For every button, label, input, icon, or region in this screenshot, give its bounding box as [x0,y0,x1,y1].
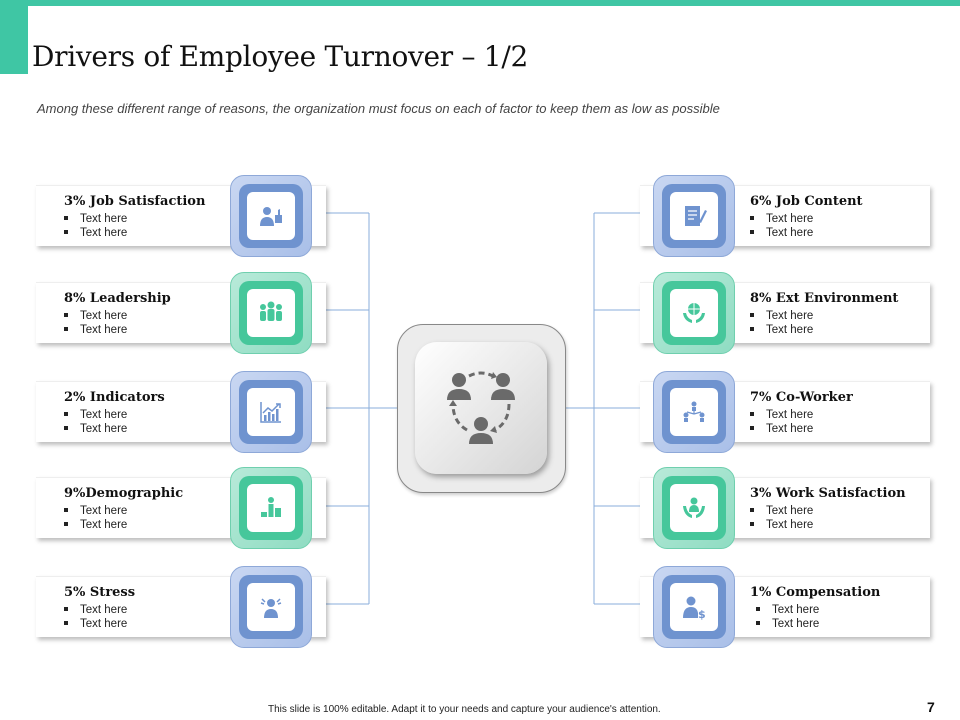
driver-bullets [756,603,819,631]
bullet-item: Text here [750,408,813,422]
bullet-item: Text here [750,518,813,532]
center-hub [397,324,566,493]
driver-title: 3% Job Satisfaction [64,194,206,209]
driver-bullets [64,212,127,240]
driver-title: 1% Compensation [750,585,881,600]
team-leader-icon [257,299,285,327]
bullet-item: Text here [756,617,819,631]
document-pen-icon [680,202,708,230]
employee-cycle-icon [437,364,525,452]
population-bars-icon [257,494,285,522]
bullet-item: Text here [64,212,127,226]
bullet-item: Text here [750,212,813,226]
co-worker-icon-tile [653,371,735,453]
driver-title: 2% Indicators [64,390,165,405]
bullet-item: Text here [64,504,127,518]
driver-title: 9%Demographic [64,486,184,501]
thumbs-up-person-icon [257,202,285,230]
driver-bullets [750,212,813,240]
driver-bullets [64,408,127,436]
driver-bullets [64,603,127,631]
job-satisfaction-icon-tile [230,175,312,257]
driver-bullets [64,504,127,532]
driver-title: 8% Ext Environment [750,291,899,306]
svg-text:$: $ [698,608,706,621]
driver-bullets [750,309,813,337]
bullet-item: Text here [64,603,127,617]
bullet-item: Text here [750,323,813,337]
ext-environment-icon-tile [653,272,735,354]
page-number: 7 [927,699,935,715]
driver-bullets [750,504,813,532]
compensation-icon-tile [653,566,735,648]
team-network-icon [680,398,708,426]
driver-title: 6% Job Content [750,194,863,209]
bullet-item: Text here [64,422,127,436]
bullet-item: Text here [64,518,127,532]
driver-title: 8% Leadership [64,291,171,306]
bullet-item: Text here [64,226,127,240]
bullet-item: Text here [750,504,813,518]
footer-note: This slide is 100% editable. Adapt it to your needs and capture your audience's attention. [268,704,661,715]
driver-bullets [64,309,127,337]
growth-chart-icon [257,398,285,426]
person-dollar-icon [680,593,708,621]
bullet-item: Text here [64,309,127,323]
driver-bullets [750,408,813,436]
stressed-person-icon [257,593,285,621]
driver-title: 7% Co-Worker [750,390,853,405]
work-satisfaction-icon-tile [653,467,735,549]
driver-title: 5% Stress [64,585,136,600]
job-content-icon-tile [653,175,735,257]
bullet-item: Text here [750,422,813,436]
stress-icon-tile [230,566,312,648]
indicators-icon-tile [230,371,312,453]
bullet-item: Text here [750,226,813,240]
bullet-item: Text here [64,408,127,422]
bullet-item: Text here [64,617,127,631]
globe-hands-icon [680,299,708,327]
page-subtitle: Among these different range of reasons, the organization must focus on each of factor to keep them as low as possible [37,101,720,116]
bullet-item: Text here [64,323,127,337]
demographic-icon-tile [230,467,312,549]
center-hub-inner [415,342,547,474]
leadership-icon-tile [230,272,312,354]
bullet-item: Text here [750,309,813,323]
driver-title: 3% Work Satisfaction [750,486,906,501]
bullet-item: Text here [756,603,819,617]
page-title: Drivers of Employee Turnover – 1/2 [32,40,528,73]
person-hands-icon [680,494,708,522]
